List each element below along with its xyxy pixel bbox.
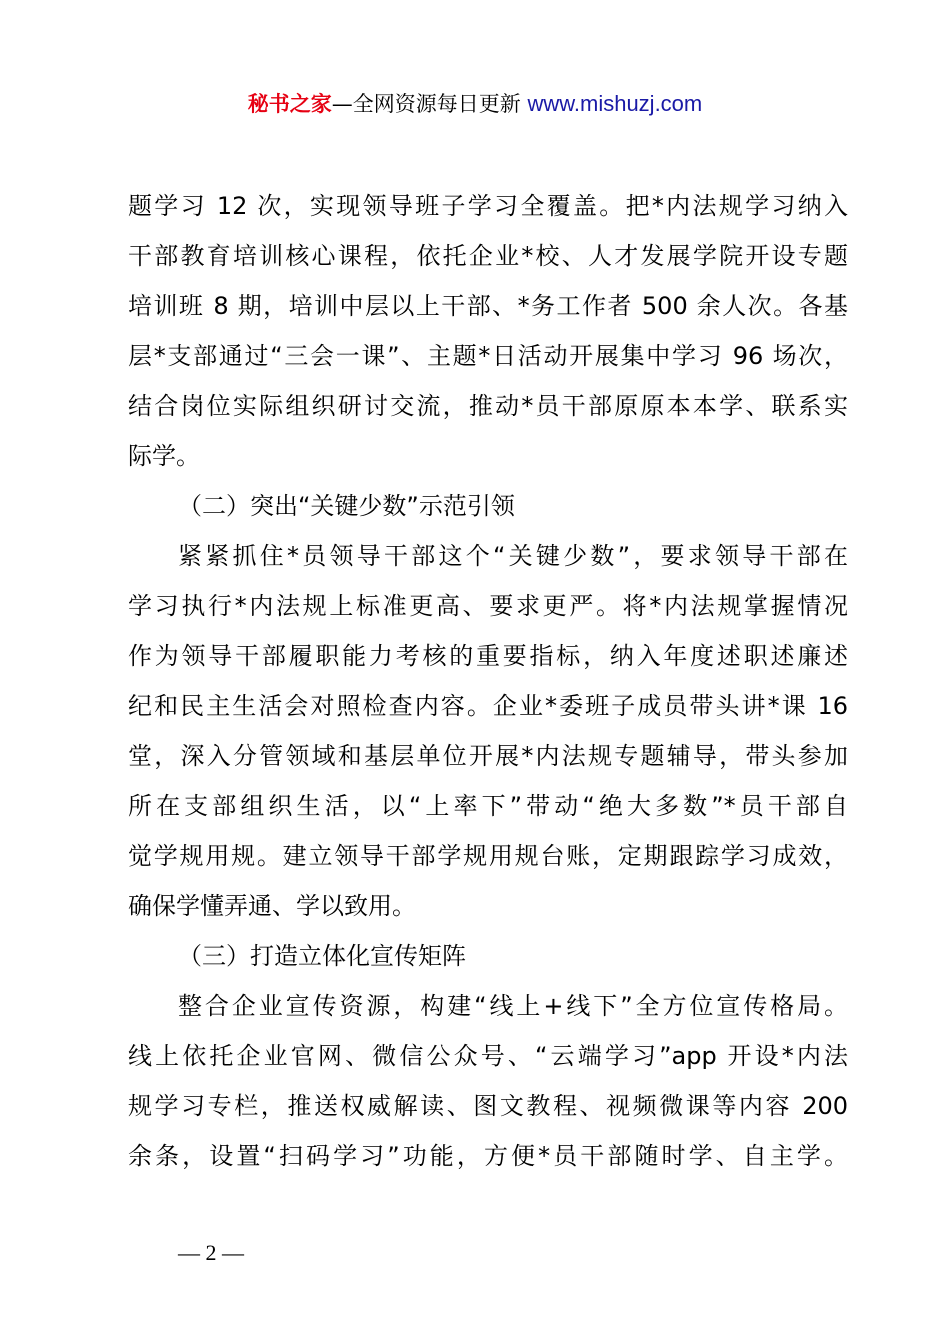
text-line: 所在支部组织生活，以“上率下”带动“绝大多数”*员干部自: [128, 792, 848, 820]
text-line: 余条，设置“扫码学习”功能，方便*员干部随时学、自主学。: [128, 1142, 848, 1170]
text-line: 线上依托企业官网、微信公众号、“云端学习”app 开设*内法: [128, 1042, 848, 1070]
text-line: 际学。: [128, 442, 200, 470]
text-line: 学习执行*内法规上标准更高、要求更严。将*内法规掌握情况: [128, 592, 848, 620]
text-line: 题学习 12 次，实现领导班子学习全覆盖。把*内法规学习纳入: [128, 192, 848, 220]
section-heading-3: （三）打造立体化宣传矩阵: [178, 942, 466, 970]
section-heading-2: （二）突出“关键少数”示范引领: [178, 492, 515, 520]
text-line: 培训班 8 期，培训中层以上干部、*务工作者 500 余人次。各基: [128, 292, 848, 320]
document-body: [128, 181, 848, 1181]
text-line: 确保学懂弄通、学以致用。: [128, 892, 416, 920]
text-line: 觉学规用规。建立领导干部学规用规台账，定期跟踪学习成效，: [128, 842, 848, 870]
text-line: 纪和民主生活会对照检查内容。企业*委班子成员带头讲*课 16: [128, 692, 848, 720]
text-line: 整合企业宣传资源，构建“线上+线下”全方位宣传格局。: [178, 992, 848, 1020]
text-line: 层*支部通过“三会一课”、主题*日活动开展集中学习 96 场次，: [128, 342, 848, 370]
site-header: [0, 88, 950, 120]
site-url-link[interactable]: www.mishuzj.com: [527, 91, 703, 116]
text-line: 作为领导干部履职能力考核的重要指标，纳入年度述职述廉述: [128, 642, 848, 670]
text-line: 规学习专栏，推送权威解读、图文教程、视频微课等内容 200: [128, 1092, 848, 1120]
text-line: 干部教育培训核心课程，依托企业*校、人才发展学院开设专题: [128, 242, 848, 270]
brand-name: 秘书之家: [247, 92, 332, 116]
page-number: — 2 —: [178, 1240, 244, 1265]
text-line: 紧紧抓住*员领导干部这个“关键少数”，要求领导干部在: [178, 542, 848, 570]
text-line: 结合岗位实际组织研讨交流，推动*员干部原原本本学、联系实: [128, 392, 848, 420]
text-line: 堂，深入分管领域和基层单位开展*内法规专题辅导，带头参加: [128, 742, 848, 770]
site-slogan: —全网资源每日更新: [331, 92, 521, 116]
